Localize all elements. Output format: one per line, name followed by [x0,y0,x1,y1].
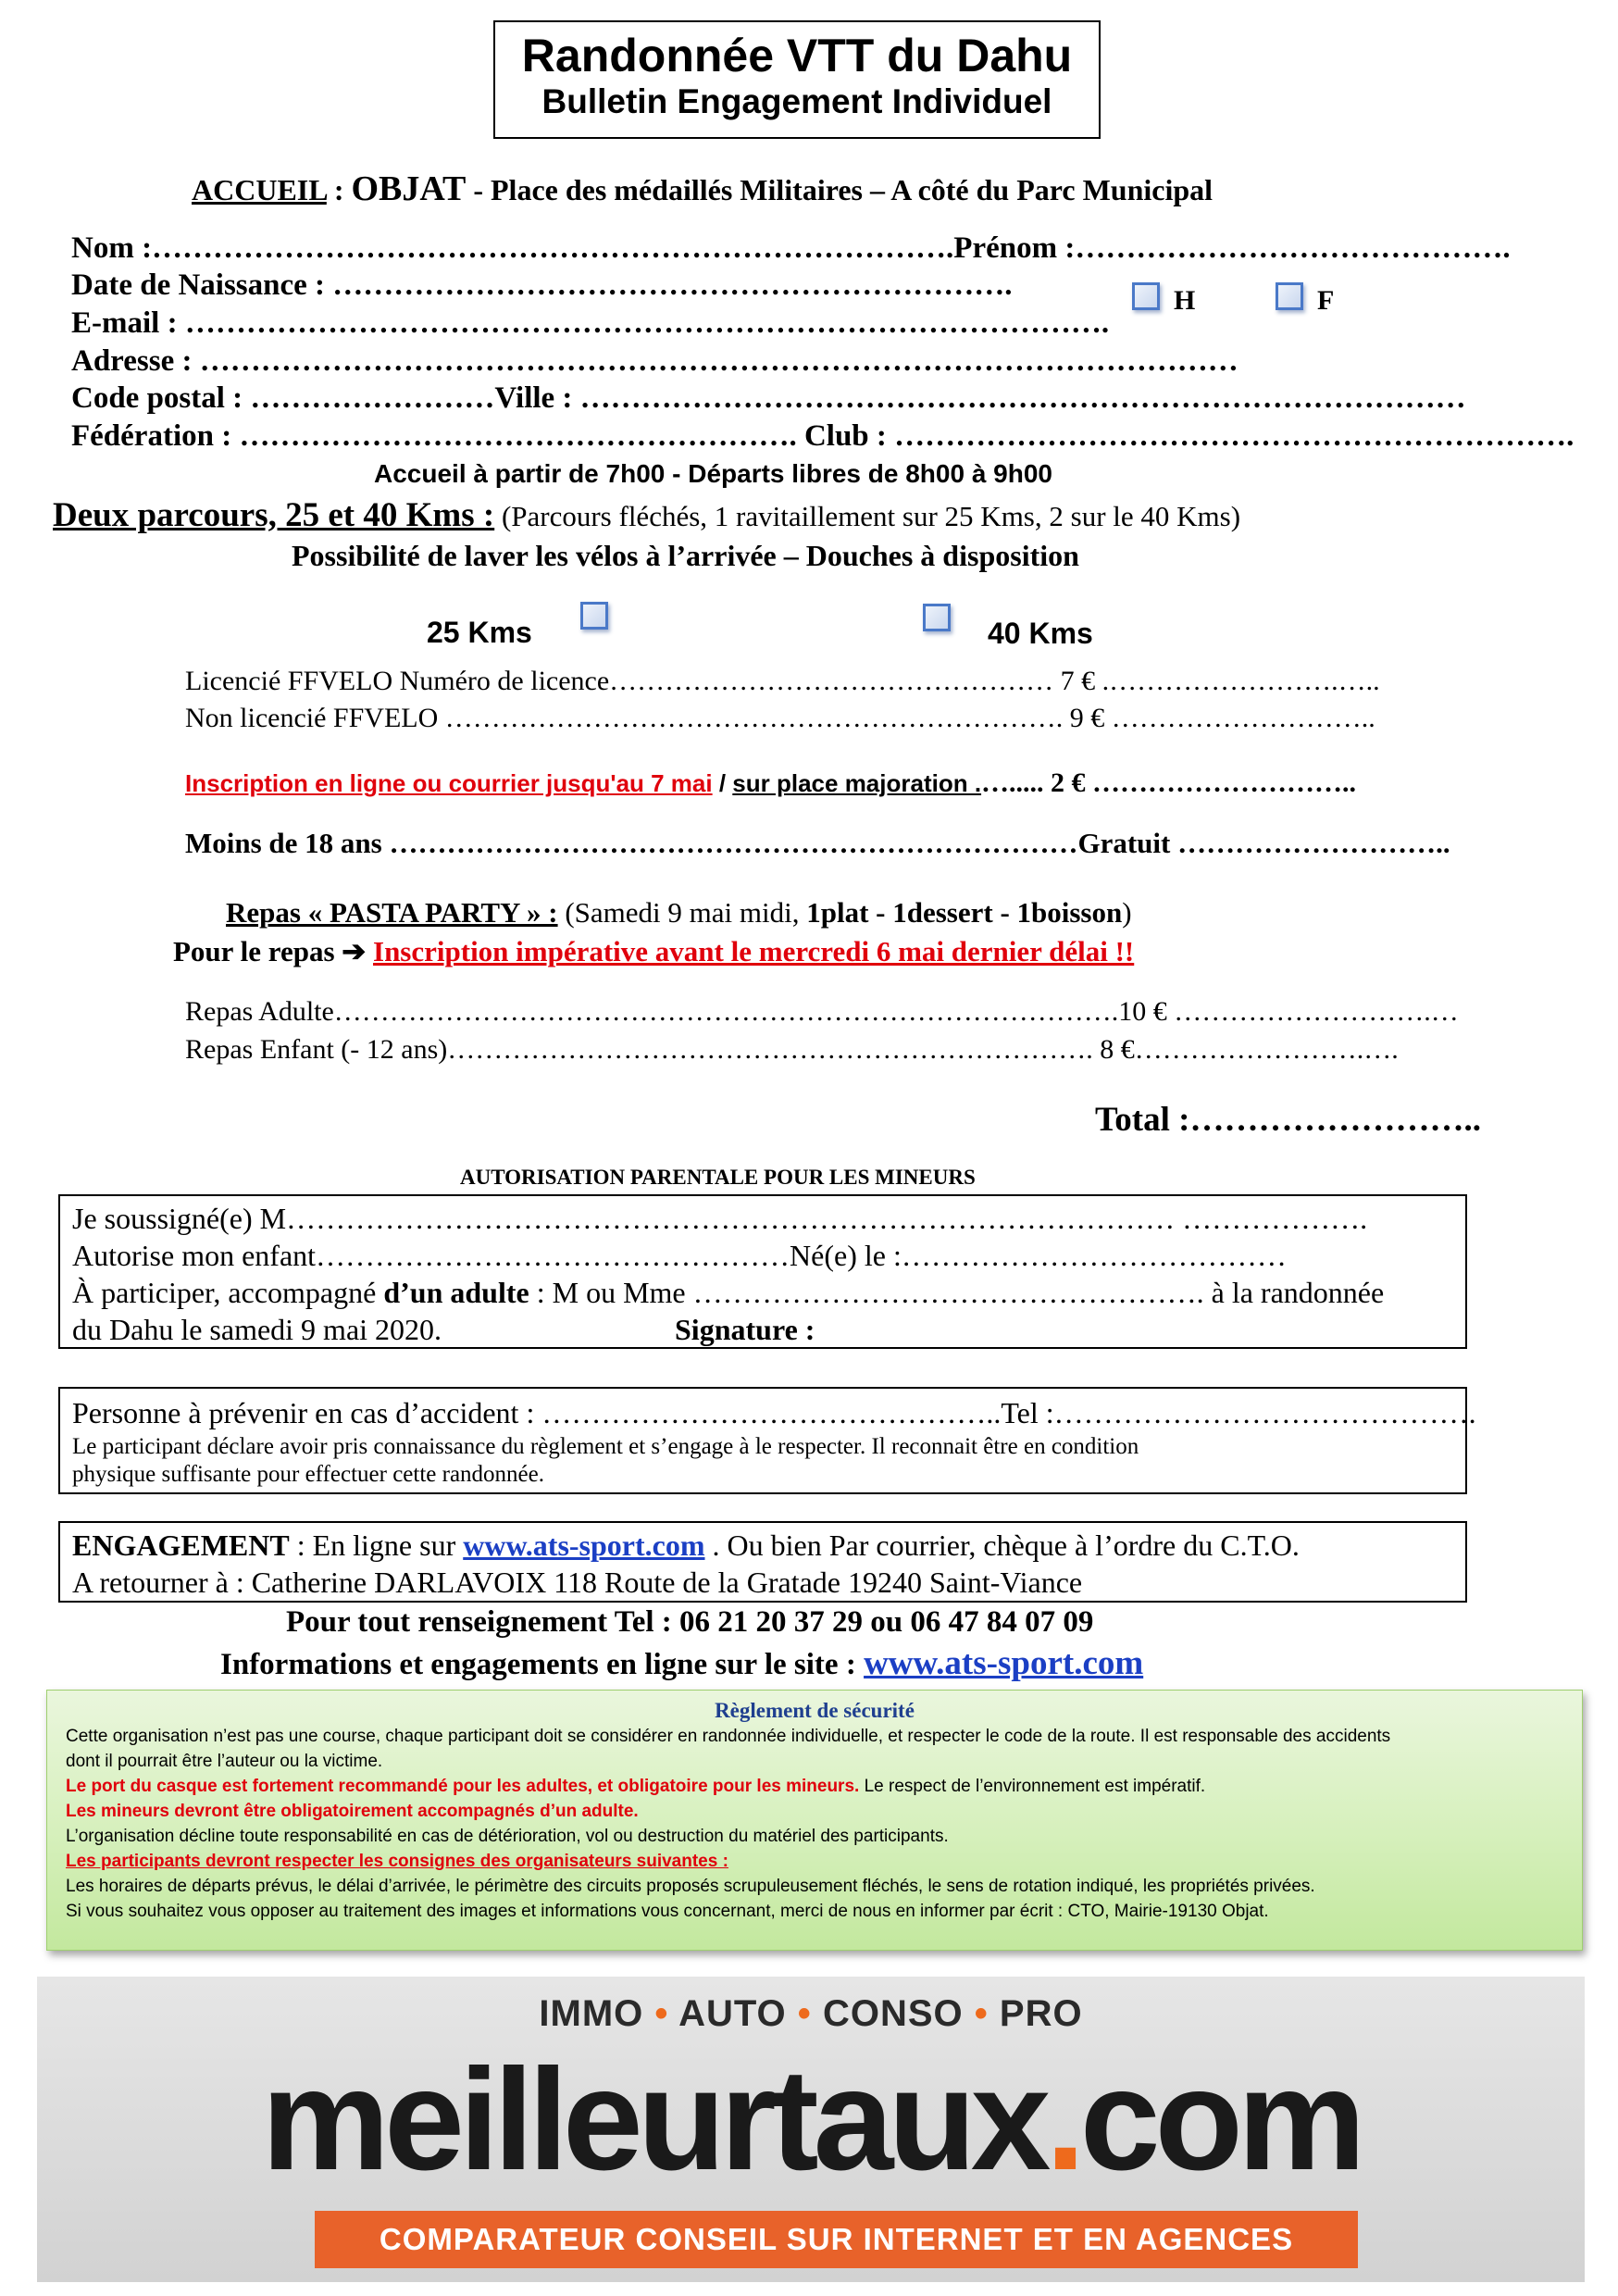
engagement-label: ENGAGEMENT [72,1529,290,1562]
field-date-naissance[interactable]: Date de Naissance : …………………………………………………………. [71,268,1013,302]
checkbox-h[interactable] [1132,282,1160,310]
total-line[interactable]: Total :…………………….. [1095,1101,1481,1139]
label-f: F [1317,285,1335,316]
accueil-town: OBJAT [351,169,467,208]
label-h: H [1174,285,1196,316]
reglement-title: Règlement de sécurité [715,1699,915,1722]
repas-line: Repas « PASTA PARTY » : (Samedi 9 mai midi, 1plat - 1dessert - 1boisson) [226,896,1132,929]
lavage-info: Possibilité de laver les vélos à l’arrivée – Douches à disposition [292,539,1079,572]
reglement-p1: Cette organisation n’est pas une course, chaque participant doit se considérer en randonnée individuelle, et respecter le code de la route. Il est responsable des accidents [66,1727,1391,1746]
contact-site-line: Informations et engagements en ligne sur le site : www.ats-sport.com [220,1644,1144,1682]
accueil-label: ACCUEIL [192,173,327,206]
reglement-p2: dont il pourrait être l’auteur ou la victime. [66,1752,383,1771]
bullet-icon: • [654,1993,669,2034]
reglement-securite-box [46,1690,1583,1951]
inscription-deadline: Inscription en ligne ou courrier jusqu'au 7 mai [185,769,713,797]
tarif-licencie: Licencié FFVELO Numéro de licence………………………………………… 7 € .…………………….….. [185,666,1380,696]
page-subtitle: Bulletin Engagement Individuel [541,82,1052,120]
parcours-detail: (Parcours fléchés, 1 ravitaillement sur 25 Kms, 2 sur le 40 Kms) [494,500,1241,532]
declaration-line-2: physique suffisante pour effectuer cette randonnée. [72,1462,544,1487]
field-code-postal-ville[interactable]: Code postal : ……………………Ville : …………………………………………………………………………… [71,381,1466,415]
contact-tel: Pour tout renseignement Tel : 06 21 20 37 29 ou 06 47 84 07 09 [286,1605,1094,1639]
inscription-line: Inscription en ligne ou courrier jusqu'au 7 mai / sur place majoration .…..... 2 € ……………………….. [185,767,1357,798]
engagement-box [58,1521,1467,1603]
accident-box [58,1387,1476,1494]
sponsor-categories: IMMO • AUTO • CONSO • PRO [539,1993,1083,2034]
autorisation-heading: AUTORISATION PARENTALE POUR LES MINEURS [460,1166,976,1189]
reglement-p4: Les mineurs devront être obligatoirement accompagnés d’un adulte. [66,1802,639,1821]
accueil-place: - Place des médaillés Militaires – A côté du Parc Municipal [466,173,1214,206]
repas-title: Repas « PASTA PARTY » : [226,896,558,929]
autorisation-enfant[interactable]: Autorise mon enfant…………………………………………Né(e) le :………………………………… [72,1239,1287,1272]
checkbox-25kms[interactable] [580,602,608,630]
autorisation-accompagnateur[interactable]: À participer, accompagné d’un adulte : M ou Mme ……………………………………………. à la randonnée [72,1276,1385,1309]
sur-place-label: sur place majoration . [732,769,982,797]
checkbox-40kms[interactable] [923,604,951,631]
autorisation-date: du Dahu le samedi 9 mai 2020. [72,1313,442,1346]
field-adresse[interactable]: Adresse : ………………………………………………………………………………………… [71,344,1238,378]
repas-deadline: Inscription impérative avant le mercredi 6 mai dernier délai !! [373,935,1135,967]
reglement-p6: Les participants devront respecter les consignes des organisateurs suivantes : [66,1852,728,1871]
option-40-label: 40 Kms [988,617,1093,650]
bullet-icon: • [974,1993,989,2034]
accueil-line: ACCUEIL : OBJAT - Place des médaillés Militaires – A côté du Parc Municipal [192,169,1214,208]
option-25-label: 25 Kms [427,616,532,649]
sponsor-tagline: COMPARATEUR CONSEIL SUR INTERNET ET EN AGENCES [315,2211,1358,2268]
adresse-retour: A retourner à : Catherine DARLAVOIX 118 Route de la Gratade 19240 Saint-Viance [72,1566,1083,1599]
reglement-p3: Le port du casque est fortement recommandé pour les adultes, et obligatoire pour les mineurs. Le respect de l’environnement est impératif. [66,1777,1206,1796]
autorisation-box [58,1194,1467,1349]
ats-sport-link[interactable]: www.ats-sport.com [463,1529,705,1562]
sponsor-logo: meilleurtaux.com [261,2040,1361,2201]
page-title: Randonnée VTT du Dahu [521,30,1073,81]
parcours-line [53,495,1240,535]
field-email[interactable]: E-mail : ………………………………………………………………………………. [71,306,1110,340]
repas-deadline-line: Pour le repas ➔ Inscription impérative avant le mercredi 6 mai dernier délai !! [173,935,1135,967]
sponsor-banner [37,1977,1585,2282]
field-nom[interactable]: Nom :…………………………………………………………………….Prénom :……………………………………. [71,231,1511,265]
signature-label[interactable]: Signature : [675,1313,815,1346]
site-link[interactable]: www.ats-sport.com [864,1644,1144,1682]
tarif-moins-18: Moins de 18 ans ………………………………………………………………Gratuit ……………………….. [185,827,1450,859]
tarif-non-licencie: Non licencié FFVELO …………………………………………………………. 9 € ……………………….. [185,703,1375,733]
autorisation-soussigne[interactable]: Je soussigné(e) M……………………………………………………………………………… ………………. [72,1202,1368,1235]
repas-adulte: Repas Adulte………………………………………………………………………….10 € ……………………….… [185,996,1459,1027]
majoration-value: …..... 2 € ……………………….. [981,767,1357,798]
field-federation-club[interactable]: Fédération : ………………………………………………. Club : …………………………………………………………. [71,419,1574,453]
bullet-icon: • [797,1993,812,2034]
contact-urgence[interactable]: Personne à prévenir en cas d’accident : ………………………………………..Tel :……………………………………. [72,1396,1476,1429]
arrow-right-icon: ➔ [342,935,367,967]
checkbox-f[interactable] [1276,282,1303,310]
repas-enfant: Repas Enfant (- 12 ans)……………………………………………………………. 8 €…………………….…. [185,1034,1399,1065]
reglement-p8: Si vous souhaitez vous opposer au traitement des images et informations vous concernant, merci de nous en informer par écrit : CTO, Mairie-19130 Objat. [66,1902,1269,1921]
accueil-horaires: Accueil à partir de 7h00 - Départs libres de 8h00 à 9h00 [374,459,1052,488]
declaration-line-1: Le participant déclare avoir pris connaissance du règlement et s’engage à le respecter. Il reconnait être en condition [72,1434,1139,1459]
title-box [493,20,1101,139]
reglement-p7: Les horaires de départs prévus, le délai d’arrivée, le périmètre des circuits proposés scrupuleusement fléchés, le sens de rotation indiqué, les propriétés privées. [66,1877,1315,1896]
parcours-title: Deux parcours, 25 et 40 Kms : [53,496,495,534]
engagement-line: ENGAGEMENT : En ligne sur www.ats-sport.com . Ou bien Par courrier, chèque à l’ordre du C.T.O. [72,1529,1300,1562]
reglement-p5: L’organisation décline toute responsabilité en cas de détérioration, vol ou destruction du matériel des participants. [66,1827,949,1846]
